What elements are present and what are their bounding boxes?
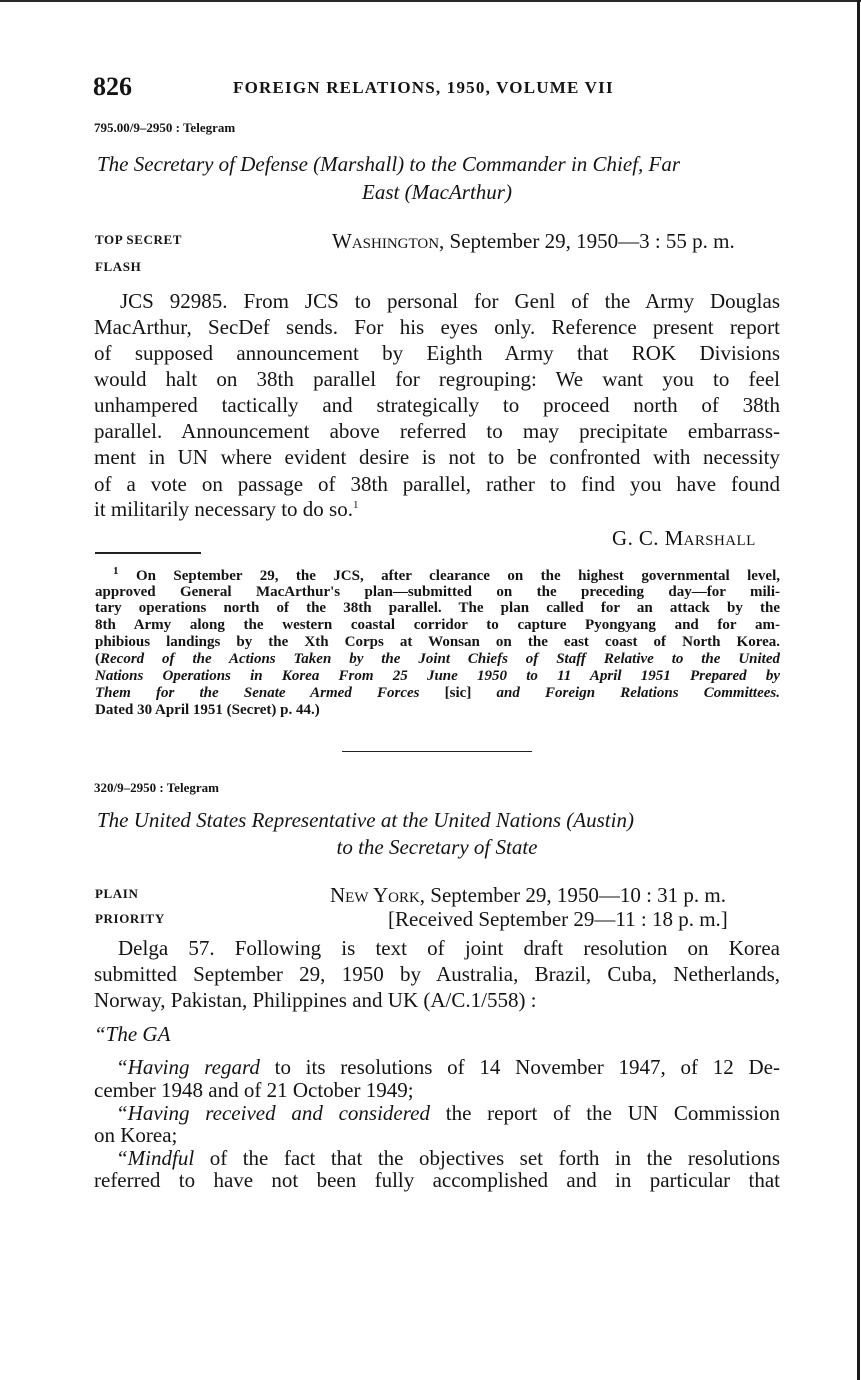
footnote-line1-text: On September 29, the JCS, after clearance on the highest governmental level, bbox=[135, 568, 780, 584]
para1-text: to its resolutions of 14 November 1947, of 12 De- bbox=[259, 1055, 780, 1079]
footnote-line: Dated 30 April 1951 (Secret) p. 44.) bbox=[95, 702, 320, 718]
doc2-received: [Received September 29—11 : 18 p. m.] bbox=[388, 907, 728, 931]
footnote-marker: 1 bbox=[113, 565, 119, 577]
doc1-body-line: of a vote on passage of 38th parallel, rather to find you have found bbox=[94, 472, 780, 496]
resolution-heading: “The GA bbox=[94, 1022, 171, 1046]
para2-lead: “Having received and considered bbox=[116, 1101, 430, 1125]
footnote-line: tary operations north of the 38th parallel. The plan called for an attack by the bbox=[95, 600, 780, 616]
signature-name: Marshall bbox=[664, 526, 756, 550]
footnote-citation: and Foreign Relations Committees. bbox=[496, 685, 780, 701]
doc1-body-line: unhampered tactically and strategically to proceed north of 38th bbox=[94, 393, 780, 417]
footnote-line bbox=[113, 565, 780, 584]
doc1-file-number: 795.00/9–2950 : Telegram bbox=[94, 120, 236, 135]
doc2-file-number: 320/9–2950 : Telegram bbox=[94, 780, 219, 795]
section-separator bbox=[342, 751, 532, 752]
doc2-title-line2: to the Secretary of State bbox=[336, 835, 538, 859]
doc1-body-line: JCS 92985. From JCS to personal for Genl of the Army Douglas bbox=[120, 289, 780, 313]
footnote-rule bbox=[95, 552, 201, 554]
doc1-body-line: ment in UN where evident desire is not to be confronted with necessity bbox=[94, 445, 780, 469]
doc2-body-line: Delga 57. Following is text of joint draft resolution on Korea bbox=[118, 936, 780, 960]
footnote-line: phibious landings by the Xth Corps at Wonsan on the east coast of North Korea. bbox=[95, 634, 780, 650]
para3-lead: “Mindful bbox=[116, 1146, 195, 1170]
doc2-classification: PLAIN bbox=[95, 886, 139, 901]
doc1-dateline bbox=[332, 229, 735, 254]
doc1-classification: TOP SECRET bbox=[95, 232, 183, 247]
doc1-body-line: would halt on 38th parallel for regrouping: We want you to feel bbox=[94, 367, 780, 391]
doc1-body-last-line bbox=[94, 497, 780, 522]
footnote-line bbox=[95, 685, 780, 701]
doc2-dateline-date: September 29, 1950—10 : 31 p. m. bbox=[430, 883, 727, 907]
doc1-title-line1: The Secretary of Defense (Marshall) to the Commander in Chief, Far bbox=[97, 152, 681, 176]
doc2-body-line: Norway, Pakistan, Philippines and UK (A/C.1/558) : bbox=[94, 988, 537, 1012]
footnote-line: approved General MacArthur's plan—submitted on the preceding day—for mili- bbox=[95, 584, 780, 600]
para1-lead: “Having regard bbox=[116, 1055, 260, 1079]
footnote-paren: ( bbox=[95, 651, 100, 667]
footnote-citation: Record of the Actions Taken by the Joint Chiefs of Staff Relative to the United bbox=[100, 651, 780, 667]
doc1-title-line2: East (MacArthur) bbox=[362, 180, 512, 204]
footnote-line: 8th Army along the western coastal corridor to capture Pyongyang and for am- bbox=[95, 617, 780, 633]
doc2-precedence: PRIORITY bbox=[95, 911, 165, 926]
doc1-body-line: of supposed announcement by Eighth Army that ROK Divisions bbox=[94, 341, 780, 365]
doc1-precedence: FLASH bbox=[95, 259, 142, 274]
resolution-para1 bbox=[116, 1055, 780, 1080]
footnote-sic: [sic] bbox=[419, 685, 497, 701]
page-right-edge bbox=[857, 0, 860, 1380]
doc2-body-line: submitted September 29, 1950 by Australia, Brazil, Cuba, Netherlands, bbox=[94, 962, 780, 986]
footnote-citation: Them for the Senate Armed Forces bbox=[95, 685, 420, 701]
footnote-line bbox=[95, 651, 780, 667]
para2-text: the report of the UN Commission bbox=[429, 1101, 781, 1125]
doc1-body-line: MacArthur, SecDef sends. For his eyes only. Reference present report bbox=[94, 315, 780, 339]
doc2-dateline-place: New York, bbox=[330, 883, 426, 907]
doc1-dateline-place: Washington, bbox=[332, 229, 445, 253]
resolution-para1-line2: cember 1948 and of 21 October 1949; bbox=[94, 1078, 414, 1102]
footnote-ref: 1 bbox=[352, 499, 359, 511]
doc2-title-line1: The United States Representative at the United Nations (Austin) bbox=[97, 808, 634, 832]
doc1-dateline-date: September 29, 1950—3 : 55 p. m. bbox=[449, 229, 735, 253]
page-number: 826 bbox=[93, 72, 132, 101]
doc1-signature bbox=[612, 526, 756, 551]
doc2-dateline bbox=[330, 883, 726, 908]
footnote-line: Nations Operations in Korea From 25 June 1950 to 11 April 1951 Prepared by bbox=[95, 668, 780, 684]
page-top-edge bbox=[0, 0, 861, 2]
resolution-para2-line2: on Korea; bbox=[94, 1123, 178, 1147]
running-title: FOREIGN RELATIONS, 1950, VOLUME VII bbox=[233, 78, 614, 97]
para3-text: of the fact that the objectives set forth in the resolutions bbox=[194, 1146, 780, 1170]
resolution-para3-line2: referred to have not been fully accomplished and in particular that bbox=[94, 1168, 780, 1192]
signature-initials: G. C. bbox=[612, 526, 659, 550]
doc1-body-line: parallel. Announcement above referred to may precipitate embarrass- bbox=[94, 419, 780, 443]
doc1-body-line: it militarily necessary to do so. bbox=[94, 497, 353, 521]
